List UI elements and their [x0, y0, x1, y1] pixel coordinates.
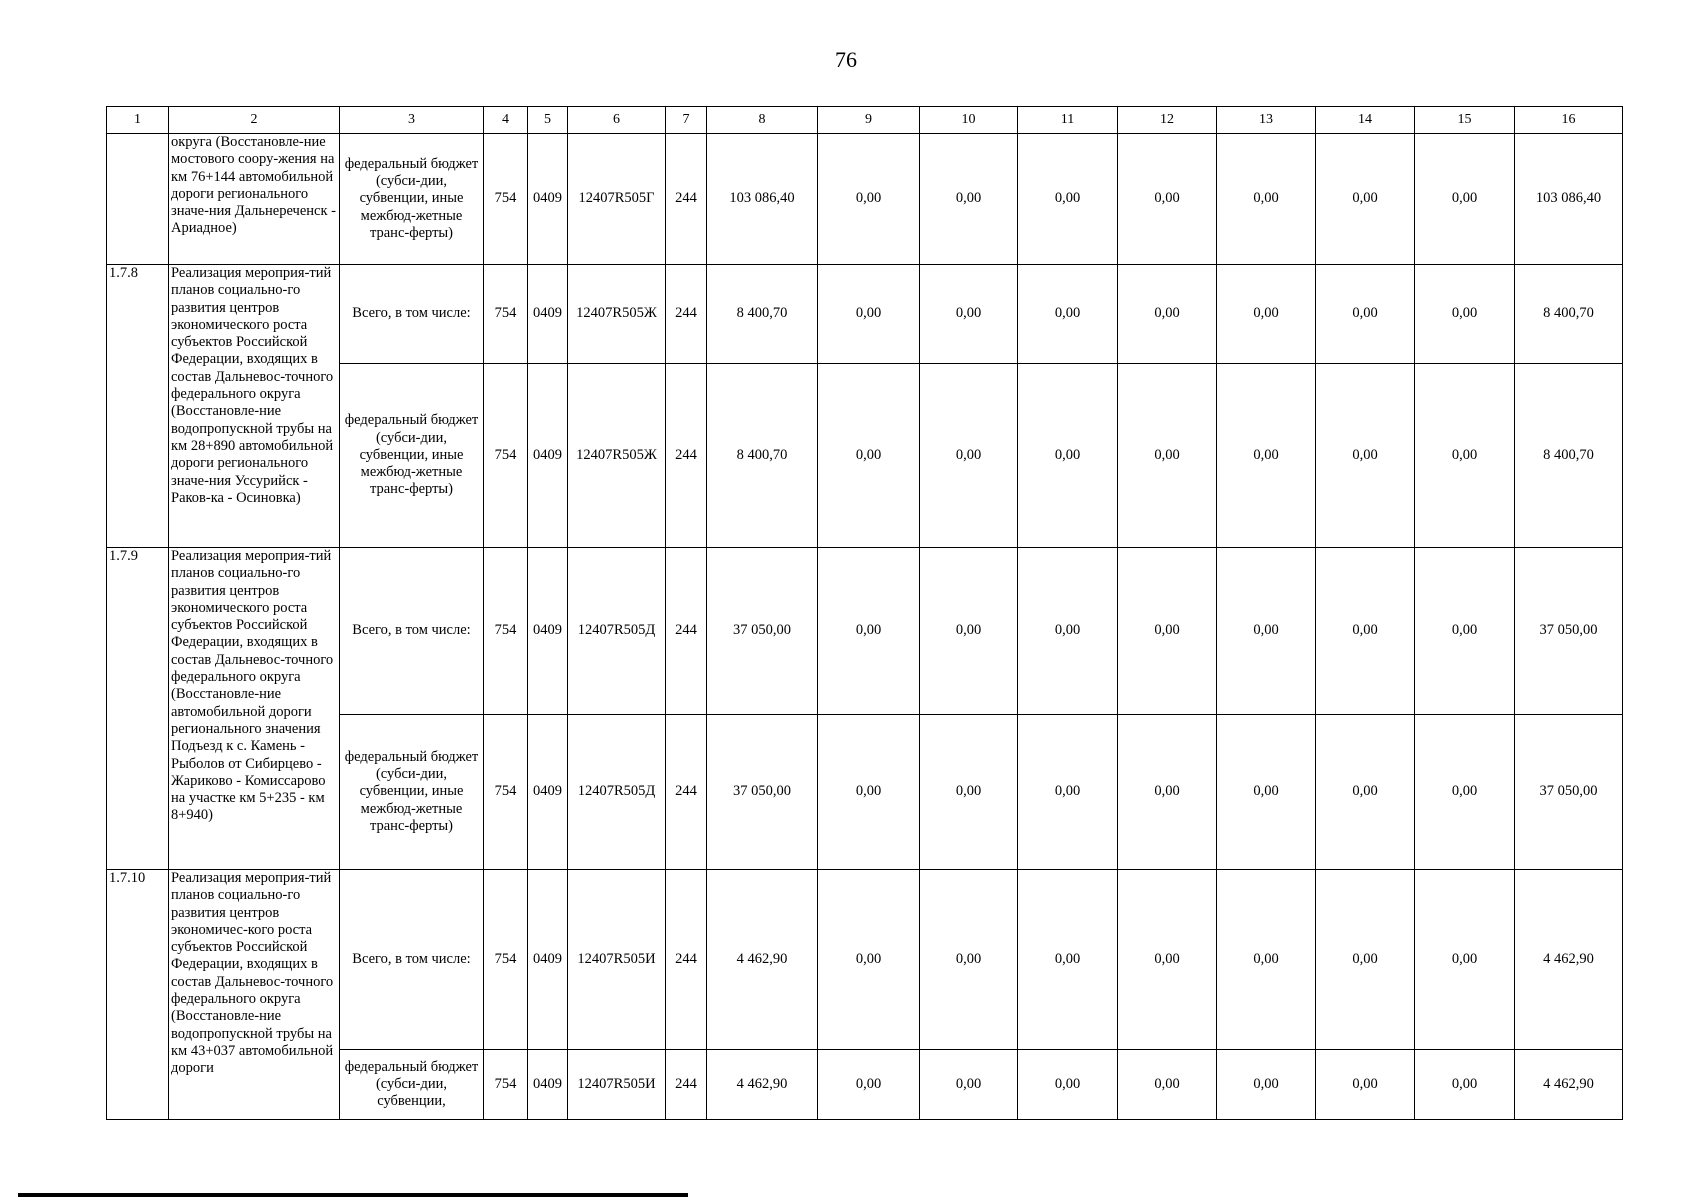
amount-cell: 0,00 [1415, 870, 1515, 1050]
row-number: 1.7.9 [107, 548, 169, 870]
funding-source: Всего, в том числе: [340, 548, 484, 715]
amount-cell: 0,00 [1316, 134, 1415, 265]
target-article-code: 12407R505Г [568, 134, 666, 265]
amount-cell: 0,00 [920, 364, 1018, 548]
measure-description: Реализация мероприя-тий планов социально-го развития центров экономичес-кого роста субъектов Российской Федерации, входящих в состав Дальневос-точного федерального округа (Восстановле-ние водопропускной трубы на км 43+037 автомобильной дороги [169, 870, 340, 1120]
amount-cell: 4 462,90 [1515, 1050, 1623, 1120]
funding-source: Всего, в том числе: [340, 870, 484, 1050]
amount-cell: 0,00 [1217, 265, 1316, 364]
amount-cell: 0,00 [1217, 364, 1316, 548]
target-article-code: 12407R505И [568, 1050, 666, 1120]
expense-type-code: 244 [666, 134, 707, 265]
target-article-code: 12407R505Ж [568, 364, 666, 548]
amount-cell: 0,00 [1316, 1050, 1415, 1120]
amount-cell: 0,00 [1316, 548, 1415, 715]
section-code: 0409 [528, 548, 568, 715]
table-row [107, 134, 1623, 265]
amount-cell: 37 050,00 [707, 715, 818, 870]
amount-cell: 0,00 [1217, 715, 1316, 870]
amount-cell: 0,00 [920, 1050, 1018, 1120]
column-number-row [107, 107, 1623, 134]
expense-type-code: 244 [666, 870, 707, 1050]
amount-cell: 0,00 [1018, 715, 1118, 870]
amount-cell: 0,00 [1118, 364, 1217, 548]
amount-cell: 4 462,90 [1515, 870, 1623, 1050]
ministry-code: 754 [484, 870, 528, 1050]
amount-cell: 0,00 [1415, 364, 1515, 548]
target-article-code: 12407R505Д [568, 715, 666, 870]
amount-cell: 0,00 [1316, 364, 1415, 548]
ministry-code: 754 [484, 715, 528, 870]
amount-cell: 0,00 [1316, 265, 1415, 364]
amount-cell: 0,00 [1217, 870, 1316, 1050]
section-code: 0409 [528, 870, 568, 1050]
amount-cell: 0,00 [1118, 548, 1217, 715]
measure-description: округа (Восстановле-ние мостового соору-жения на км 76+144 автомобильной дороги регионального значе-ния Дальнереченск - Ариадное) [169, 134, 340, 265]
row-number [107, 134, 169, 265]
amount-cell: 0,00 [818, 548, 920, 715]
amount-cell: 0,00 [1217, 548, 1316, 715]
expense-type-code: 244 [666, 364, 707, 548]
amount-cell: 0,00 [1415, 265, 1515, 364]
table-body [107, 107, 1623, 1120]
amount-cell: 0,00 [920, 134, 1018, 265]
amount-cell: 0,00 [1316, 870, 1415, 1050]
column-number: 16 [1515, 107, 1623, 134]
amount-cell: 0,00 [818, 870, 920, 1050]
amount-cell: 0,00 [818, 715, 920, 870]
amount-cell: 0,00 [1118, 1050, 1217, 1120]
ministry-code: 754 [484, 364, 528, 548]
row-number: 1.7.8 [107, 265, 169, 548]
amount-cell: 0,00 [1415, 1050, 1515, 1120]
amount-cell: 0,00 [1118, 870, 1217, 1050]
amount-cell: 0,00 [920, 265, 1018, 364]
amount-cell: 0,00 [1018, 364, 1118, 548]
amount-cell: 0,00 [818, 134, 920, 265]
section-code: 0409 [528, 715, 568, 870]
amount-cell: 37 050,00 [707, 548, 818, 715]
measure-description: Реализация мероприя-тий планов социально-го развития центров экономического роста субъектов Российской Федерации, входящих в состав Дальневос-точного федерального округа (Восстановле-ние водопропускной трубы на км 28+890 автомобильной дороги регионального значе-ния Уссурийск - Раков-ка - Осиновка) [169, 265, 340, 548]
amount-cell: 103 086,40 [707, 134, 818, 265]
column-number: 13 [1217, 107, 1316, 134]
expense-type-code: 244 [666, 715, 707, 870]
column-number: 14 [1316, 107, 1415, 134]
ministry-code: 754 [484, 265, 528, 364]
budget-table [106, 106, 1623, 1120]
column-number: 2 [169, 107, 340, 134]
amount-cell: 0,00 [1415, 548, 1515, 715]
table-row [107, 548, 1623, 715]
column-number: 5 [528, 107, 568, 134]
footer-rule [18, 1193, 688, 1197]
section-code: 0409 [528, 1050, 568, 1120]
amount-cell: 0,00 [1118, 715, 1217, 870]
column-number: 1 [107, 107, 169, 134]
amount-cell: 0,00 [1316, 715, 1415, 870]
column-number: 8 [707, 107, 818, 134]
target-article-code: 12407R505И [568, 870, 666, 1050]
amount-cell: 0,00 [818, 364, 920, 548]
amount-cell: 37 050,00 [1515, 715, 1623, 870]
amount-cell: 37 050,00 [1515, 548, 1623, 715]
amount-cell: 103 086,40 [1515, 134, 1623, 265]
section-code: 0409 [528, 364, 568, 548]
column-number: 7 [666, 107, 707, 134]
amount-cell: 8 400,70 [707, 364, 818, 548]
page-number: 76 [835, 47, 857, 72]
funding-source: федеральный бюджет (субси-дии, субвенции, иные межбюд-жетные транс-ферты) [340, 364, 484, 548]
funding-source: федеральный бюджет (субси-дии, субвенции, иные межбюд-жетные транс-ферты) [340, 134, 484, 265]
column-number: 6 [568, 107, 666, 134]
amount-cell: 8 400,70 [707, 265, 818, 364]
amount-cell: 0,00 [1415, 134, 1515, 265]
amount-cell: 0,00 [1018, 265, 1118, 364]
expense-type-code: 244 [666, 548, 707, 715]
amount-cell: 0,00 [920, 870, 1018, 1050]
expense-type-code: 244 [666, 265, 707, 364]
amount-cell: 0,00 [920, 715, 1018, 870]
amount-cell: 0,00 [1217, 1050, 1316, 1120]
table-row [107, 265, 1623, 364]
ministry-code: 754 [484, 1050, 528, 1120]
amount-cell: 8 400,70 [1515, 265, 1623, 364]
measure-description: Реализация мероприя-тий планов социально-го развития центров экономического роста субъектов Российской Федерации, входящих в состав Дальневос-точного федерального округа (Восстановле-ние автомобильной дороги регионального значения Подъезд к с. Камень - Рыболов от Сибирцево - Жариково - Комиссарово на участке км 5+235 - км 8+940) [169, 548, 340, 870]
target-article-code: 12407R505Ж [568, 265, 666, 364]
row-number: 1.7.10 [107, 870, 169, 1120]
amount-cell: 0,00 [1118, 134, 1217, 265]
column-number: 15 [1415, 107, 1515, 134]
amount-cell: 0,00 [1018, 134, 1118, 265]
amount-cell: 0,00 [1018, 548, 1118, 715]
funding-source: федеральный бюджет (субси-дии, субвенции, иные межбюд-жетные транс-ферты) [340, 715, 484, 870]
amount-cell: 4 462,90 [707, 1050, 818, 1120]
amount-cell: 0,00 [1018, 870, 1118, 1050]
funding-source: Всего, в том числе: [340, 265, 484, 364]
amount-cell: 0,00 [818, 265, 920, 364]
amount-cell: 0,00 [818, 1050, 920, 1120]
column-number: 3 [340, 107, 484, 134]
column-number: 10 [920, 107, 1018, 134]
expense-type-code: 244 [666, 1050, 707, 1120]
ministry-code: 754 [484, 134, 528, 265]
amount-cell: 0,00 [1415, 715, 1515, 870]
amount-cell: 0,00 [920, 548, 1018, 715]
funding-source: федеральный бюджет (субси-дии, субвенции, [340, 1050, 484, 1120]
section-code: 0409 [528, 134, 568, 265]
column-number: 4 [484, 107, 528, 134]
amount-cell: 8 400,70 [1515, 364, 1623, 548]
section-code: 0409 [528, 265, 568, 364]
amount-cell: 4 462,90 [707, 870, 818, 1050]
amount-cell: 0,00 [1118, 265, 1217, 364]
column-number: 9 [818, 107, 920, 134]
table-row [107, 870, 1623, 1050]
column-number: 11 [1018, 107, 1118, 134]
amount-cell: 0,00 [1018, 1050, 1118, 1120]
ministry-code: 754 [484, 548, 528, 715]
column-number: 12 [1118, 107, 1217, 134]
target-article-code: 12407R505Д [568, 548, 666, 715]
amount-cell: 0,00 [1217, 134, 1316, 265]
